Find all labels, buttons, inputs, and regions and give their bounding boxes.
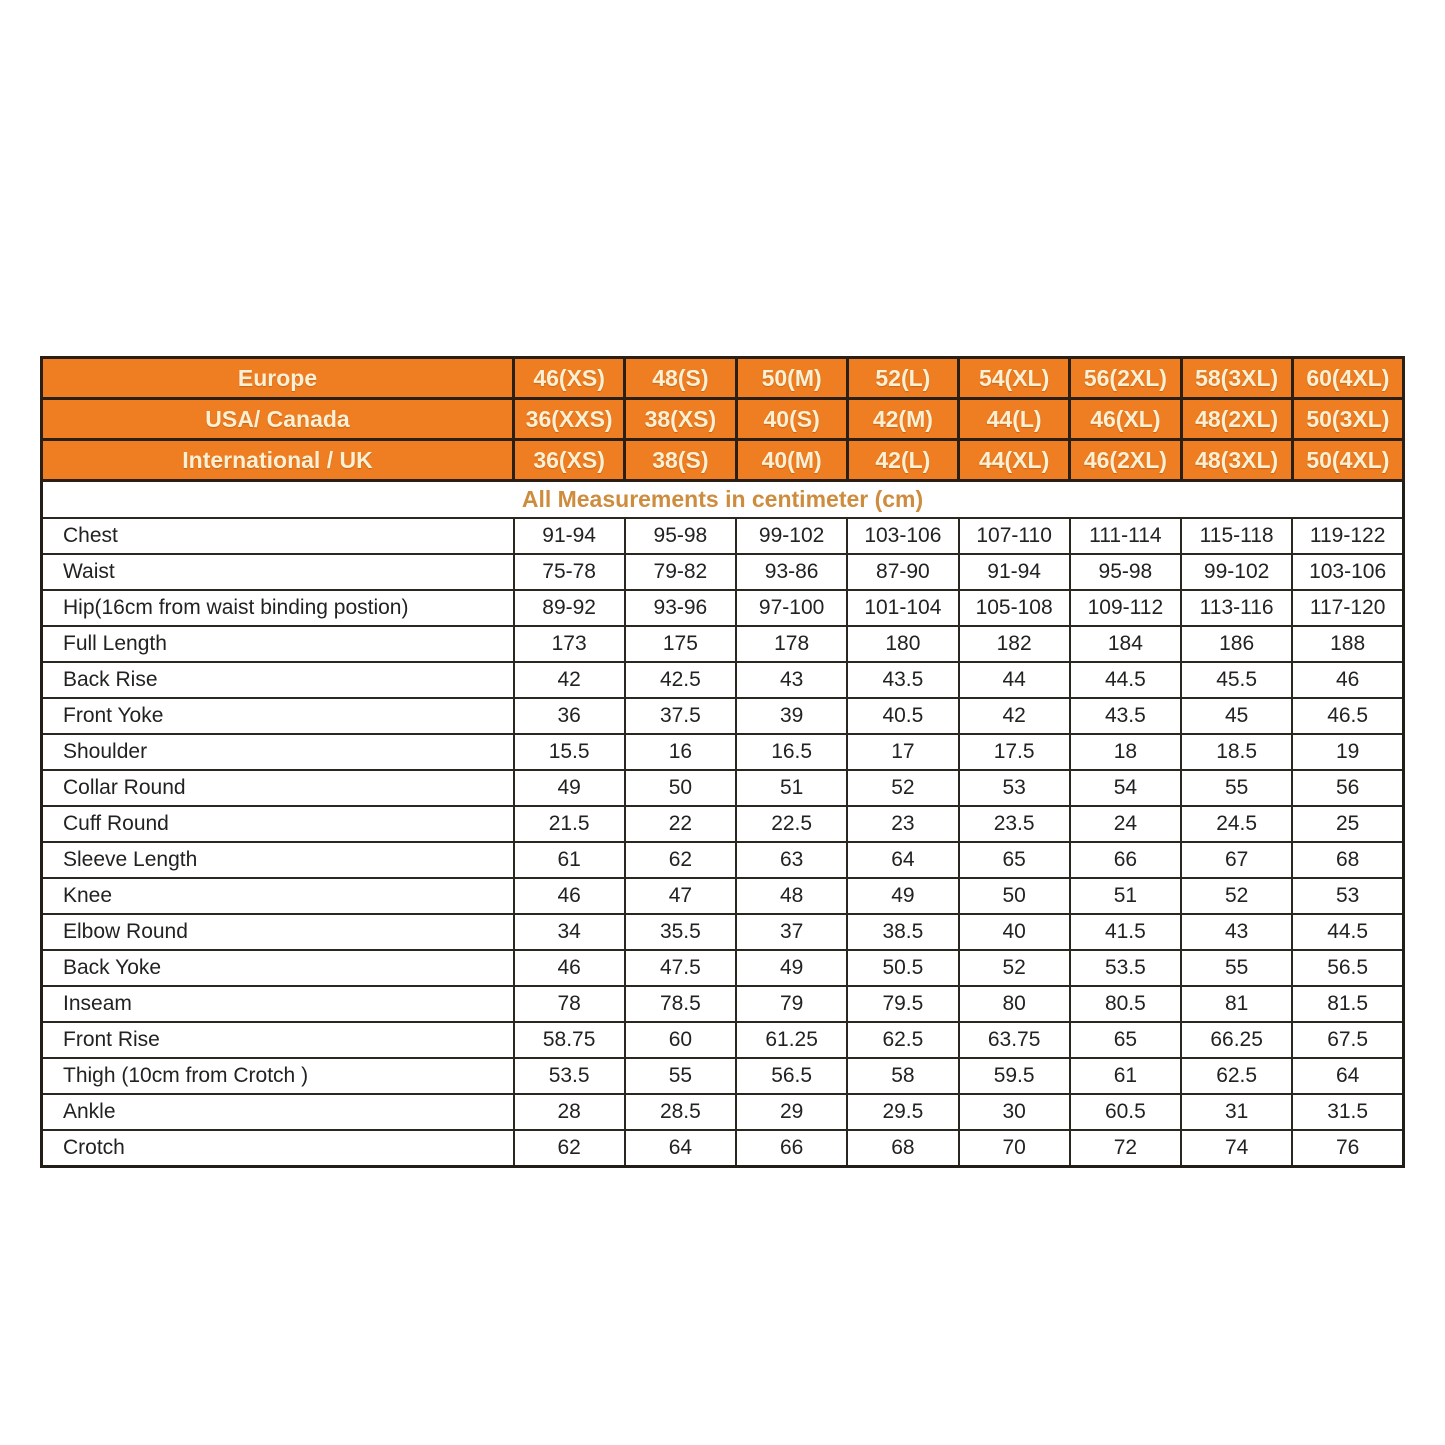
measurement-value: 89-92 (514, 590, 625, 626)
measurement-value: 45 (1181, 698, 1292, 734)
measurement-value: 95-98 (1070, 554, 1181, 590)
measurement-value: 55 (1181, 950, 1292, 986)
measurement-value: 56 (1292, 770, 1403, 806)
measurement-value: 68 (1292, 842, 1403, 878)
measurement-value: 113-116 (1181, 590, 1292, 626)
measurement-value: 103-106 (1292, 554, 1403, 590)
measurement-value: 93-96 (625, 590, 736, 626)
size-header-cell: 40(M) (736, 440, 847, 481)
measurement-value: 56.5 (736, 1058, 847, 1094)
measurement-value: 43.5 (1070, 698, 1181, 734)
measurement-label: Full Length (42, 626, 514, 662)
measurement-row (42, 554, 1404, 590)
measurement-value: 62 (514, 1130, 625, 1167)
size-header-cell: 60(4XL) (1292, 358, 1403, 399)
measurement-value: 62.5 (847, 1022, 958, 1058)
measurement-value: 87-90 (847, 554, 958, 590)
measurement-label: Front Rise (42, 1022, 514, 1058)
measurement-value: 25 (1292, 806, 1403, 842)
measurement-value: 49 (847, 878, 958, 914)
measurement-row (42, 734, 1404, 770)
measurement-value: 60.5 (1070, 1094, 1181, 1130)
measurement-value: 28 (514, 1094, 625, 1130)
measurement-value: 28.5 (625, 1094, 736, 1130)
measurement-value: 44.5 (1070, 662, 1181, 698)
measurement-label: Collar Round (42, 770, 514, 806)
measurement-value: 37 (736, 914, 847, 950)
measurement-value: 79 (736, 986, 847, 1022)
size-header-cell: 46(2XL) (1070, 440, 1181, 481)
measurement-value: 115-118 (1181, 518, 1292, 554)
measurement-row (42, 1094, 1404, 1130)
measurement-value: 117-120 (1292, 590, 1403, 626)
measurement-value: 46 (514, 950, 625, 986)
measurement-value: 64 (1292, 1058, 1403, 1094)
measurement-value: 49 (736, 950, 847, 986)
measurement-value: 51 (1070, 878, 1181, 914)
measurement-value: 46.5 (1292, 698, 1403, 734)
measurement-value: 31.5 (1292, 1094, 1403, 1130)
measurement-value: 53.5 (1070, 950, 1181, 986)
measurement-value: 39 (736, 698, 847, 734)
measurement-value: 37.5 (625, 698, 736, 734)
measurement-value: 175 (625, 626, 736, 662)
size-header-cell: 36(XXS) (514, 399, 625, 440)
measurement-value: 44.5 (1292, 914, 1403, 950)
size-header-cell: 48(2XL) (1181, 399, 1292, 440)
measurement-value: 111-114 (1070, 518, 1181, 554)
measurement-value: 79.5 (847, 986, 958, 1022)
measurement-value: 40.5 (847, 698, 958, 734)
measurement-row (42, 590, 1404, 626)
size-header-cell: 44(XL) (959, 440, 1070, 481)
measurement-row (42, 1022, 1404, 1058)
measurement-row (42, 842, 1404, 878)
measurement-value: 23.5 (959, 806, 1070, 842)
size-header-cell: 46(XS) (514, 358, 625, 399)
measurement-label: Thigh (10cm from Crotch ) (42, 1058, 514, 1094)
measurement-value: 52 (959, 950, 1070, 986)
measurement-value: 61 (1070, 1058, 1181, 1094)
measurement-value: 184 (1070, 626, 1181, 662)
measurement-value: 78 (514, 986, 625, 1022)
measurement-value: 53 (1292, 878, 1403, 914)
measurement-value: 64 (625, 1130, 736, 1167)
measurement-value: 61.25 (736, 1022, 847, 1058)
measurement-value: 97-100 (736, 590, 847, 626)
measurement-value: 63.75 (959, 1022, 1070, 1058)
size-header-cell: 56(2XL) (1070, 358, 1181, 399)
measurement-value: 107-110 (959, 518, 1070, 554)
measurement-value: 15.5 (514, 734, 625, 770)
size-header-cell: 54(XL) (959, 358, 1070, 399)
measurement-value: 55 (1181, 770, 1292, 806)
measurement-value: 186 (1181, 626, 1292, 662)
measurement-row (42, 518, 1404, 554)
measurement-value: 58 (847, 1058, 958, 1094)
measurement-label: Ankle (42, 1094, 514, 1130)
measurement-row (42, 662, 1404, 698)
size-header-cell: 42(M) (847, 399, 958, 440)
measurement-value: 80.5 (1070, 986, 1181, 1022)
measurement-value: 60 (625, 1022, 736, 1058)
measurement-value: 18 (1070, 734, 1181, 770)
measurement-value: 99-102 (736, 518, 847, 554)
measurement-label: Elbow Round (42, 914, 514, 950)
measurement-value: 70 (959, 1130, 1070, 1167)
measurement-row (42, 914, 1404, 950)
measurement-value: 22.5 (736, 806, 847, 842)
measurement-value: 35.5 (625, 914, 736, 950)
measurement-value: 40 (959, 914, 1070, 950)
measurement-value: 79-82 (625, 554, 736, 590)
measurement-row (42, 806, 1404, 842)
measurement-value: 38.5 (847, 914, 958, 950)
measurement-label: Cuff Round (42, 806, 514, 842)
size-system-header-row (42, 358, 1404, 399)
size-header-cell: 40(S) (736, 399, 847, 440)
measurement-label: Back Rise (42, 662, 514, 698)
measurement-value: 182 (959, 626, 1070, 662)
measurement-value: 46 (514, 878, 625, 914)
measurement-label: Chest (42, 518, 514, 554)
measurement-value: 21.5 (514, 806, 625, 842)
measurement-value: 51 (736, 770, 847, 806)
measurement-value: 64 (847, 842, 958, 878)
units-note: All Measurements in centimeter (cm) (42, 481, 1404, 519)
size-header-cell: 50(3XL) (1292, 399, 1403, 440)
measurement-value: 41.5 (1070, 914, 1181, 950)
measurement-value: 61 (514, 842, 625, 878)
size-system-header-row (42, 399, 1404, 440)
measurement-label: Shoulder (42, 734, 514, 770)
measurement-value: 109-112 (1070, 590, 1181, 626)
measurement-value: 50 (625, 770, 736, 806)
measurement-value: 16.5 (736, 734, 847, 770)
measurement-value: 80 (959, 986, 1070, 1022)
measurement-value: 18.5 (1181, 734, 1292, 770)
measurement-value: 47 (625, 878, 736, 914)
measurement-value: 42.5 (625, 662, 736, 698)
measurement-value: 59.5 (959, 1058, 1070, 1094)
size-header-cell: 50(M) (736, 358, 847, 399)
measurement-value: 75-78 (514, 554, 625, 590)
measurement-value: 188 (1292, 626, 1403, 662)
measurement-value: 47.5 (625, 950, 736, 986)
measurement-value: 81.5 (1292, 986, 1403, 1022)
measurement-value: 36 (514, 698, 625, 734)
measurement-row (42, 698, 1404, 734)
measurement-value: 178 (736, 626, 847, 662)
measurement-value: 119-122 (1292, 518, 1403, 554)
measurement-value: 99-102 (1181, 554, 1292, 590)
measurement-label: Back Yoke (42, 950, 514, 986)
size-header-cell: 38(S) (625, 440, 736, 481)
measurement-value: 101-104 (847, 590, 958, 626)
size-header-cell: 36(XS) (514, 440, 625, 481)
measurement-value: 43 (1181, 914, 1292, 950)
measurement-value: 66 (736, 1130, 847, 1167)
measurement-value: 42 (959, 698, 1070, 734)
measurement-value: 53 (959, 770, 1070, 806)
measurement-value: 50 (959, 878, 1070, 914)
measurement-value: 58.75 (514, 1022, 625, 1058)
measurement-value: 67.5 (1292, 1022, 1403, 1058)
measurement-value: 62 (625, 842, 736, 878)
measurement-value: 91-94 (514, 518, 625, 554)
measurement-value: 103-106 (847, 518, 958, 554)
size-header-cell: 42(L) (847, 440, 958, 481)
measurement-value: 50.5 (847, 950, 958, 986)
region-label: International / UK (42, 440, 514, 481)
measurement-value: 95-98 (625, 518, 736, 554)
measurement-value: 63 (736, 842, 847, 878)
measurement-value: 55 (625, 1058, 736, 1094)
measurement-row (42, 878, 1404, 914)
measurement-value: 42 (514, 662, 625, 698)
measurement-value: 81 (1181, 986, 1292, 1022)
measurement-value: 30 (959, 1094, 1070, 1130)
size-header-cell: 38(XS) (625, 399, 736, 440)
measurement-value: 52 (847, 770, 958, 806)
measurement-value: 93-86 (736, 554, 847, 590)
measurement-value: 19 (1292, 734, 1403, 770)
measurement-row (42, 950, 1404, 986)
size-header-cell: 48(S) (625, 358, 736, 399)
units-note-row (42, 481, 1404, 519)
size-header-cell: 44(L) (959, 399, 1070, 440)
size-header-cell: 46(XL) (1070, 399, 1181, 440)
measurement-value: 49 (514, 770, 625, 806)
measurement-value: 66.25 (1181, 1022, 1292, 1058)
measurement-value: 72 (1070, 1130, 1181, 1167)
measurement-value: 43.5 (847, 662, 958, 698)
measurement-value: 65 (1070, 1022, 1181, 1058)
measurement-value: 44 (959, 662, 1070, 698)
measurement-value: 16 (625, 734, 736, 770)
size-chart-table (40, 356, 1405, 1168)
measurement-value: 76 (1292, 1130, 1403, 1167)
measurement-value: 22 (625, 806, 736, 842)
measurement-value: 66 (1070, 842, 1181, 878)
measurement-label: Inseam (42, 986, 514, 1022)
measurement-value: 91-94 (959, 554, 1070, 590)
measurement-value: 68 (847, 1130, 958, 1167)
size-header-cell: 48(3XL) (1181, 440, 1292, 481)
size-header-cell: 58(3XL) (1181, 358, 1292, 399)
measurement-value: 29 (736, 1094, 847, 1130)
measurement-value: 105-108 (959, 590, 1070, 626)
region-label: USA/ Canada (42, 399, 514, 440)
measurement-value: 62.5 (1181, 1058, 1292, 1094)
measurement-value: 46 (1292, 662, 1403, 698)
measurement-value: 173 (514, 626, 625, 662)
measurement-value: 56.5 (1292, 950, 1403, 986)
size-chart-body (42, 358, 1404, 1167)
measurement-value: 45.5 (1181, 662, 1292, 698)
measurement-row (42, 770, 1404, 806)
size-system-header-row (42, 440, 1404, 481)
size-header-cell: 52(L) (847, 358, 958, 399)
measurement-value: 31 (1181, 1094, 1292, 1130)
measurement-value: 24.5 (1181, 806, 1292, 842)
measurement-value: 180 (847, 626, 958, 662)
measurement-value: 17 (847, 734, 958, 770)
measurement-value: 74 (1181, 1130, 1292, 1167)
measurement-row (42, 626, 1404, 662)
measurement-label: Knee (42, 878, 514, 914)
measurement-value: 65 (959, 842, 1070, 878)
size-header-cell: 50(4XL) (1292, 440, 1403, 481)
measurement-value: 78.5 (625, 986, 736, 1022)
measurement-row (42, 1058, 1404, 1094)
measurement-value: 52 (1181, 878, 1292, 914)
measurement-value: 67 (1181, 842, 1292, 878)
measurement-value: 43 (736, 662, 847, 698)
measurement-label: Waist (42, 554, 514, 590)
measurement-value: 48 (736, 878, 847, 914)
measurement-value: 34 (514, 914, 625, 950)
measurement-value: 53.5 (514, 1058, 625, 1094)
measurement-label: Front Yoke (42, 698, 514, 734)
measurement-row (42, 986, 1404, 1022)
measurement-label: Hip(16cm from waist binding postion) (42, 590, 514, 626)
measurement-value: 54 (1070, 770, 1181, 806)
measurement-value: 29.5 (847, 1094, 958, 1130)
region-label: Europe (42, 358, 514, 399)
measurement-row (42, 1130, 1404, 1167)
measurement-value: 17.5 (959, 734, 1070, 770)
measurement-label: Crotch (42, 1130, 514, 1167)
measurement-value: 23 (847, 806, 958, 842)
measurement-value: 24 (1070, 806, 1181, 842)
measurement-label: Sleeve Length (42, 842, 514, 878)
